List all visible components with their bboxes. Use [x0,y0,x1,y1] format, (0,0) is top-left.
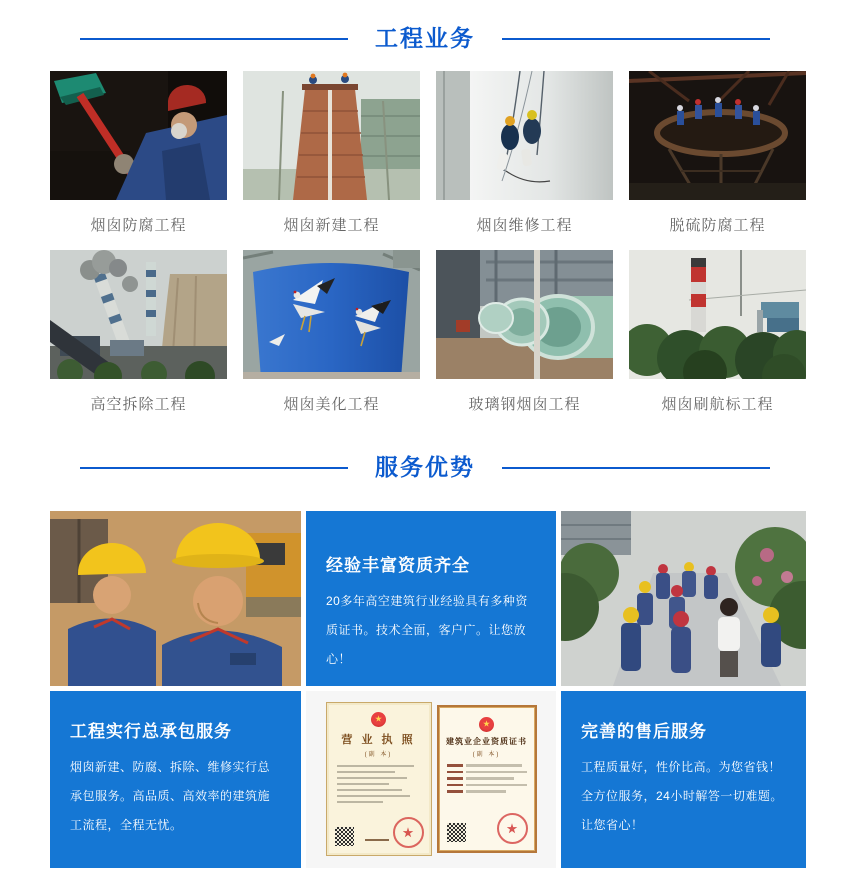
red-seal-icon [497,813,528,844]
business-item-caption: 烟囱维修工程 [476,216,573,234]
certificate-subtitle: (副 本) [364,752,393,759]
photo-chimney-anticorrosion [50,71,227,200]
business-license-certificate [326,702,432,856]
business-item-anticorrosion[interactable] [50,71,227,250]
advantages-grid [50,511,806,868]
photo-beacon-painting [629,250,806,379]
header-line-right [502,38,770,40]
business-item-new-build[interactable] [243,71,420,250]
advantage-card-experience [306,511,556,686]
business-item-caption: 烟囱新建工程 [283,216,380,234]
national-emblem-icon [371,712,386,727]
business-item-caption: 高空拆除工程 [90,395,187,413]
advantage-card-heading: 工程实行总承包服务 [70,721,232,741]
business-item-caption: 玻璃钢烟囱工程 [468,395,581,413]
certificate-field-rows [439,764,535,793]
business-grid [50,71,806,429]
registry-stamp-text [365,839,389,842]
photo-chimney-new-build [243,71,420,200]
header-line-right [502,467,770,469]
advantage-card-after-sales [561,691,806,868]
photo-frp-chimney [436,250,613,379]
photo-team-walking [561,511,806,686]
business-item-desulfurization[interactable] [629,71,806,250]
business-item-caption: 烟囱防腐工程 [90,216,187,234]
advantage-card-body: 烟囱新建、防腐、拆除、维修实行总承包服务。高品质、高效率的建筑施工流程，全程无忧。 [70,759,271,832]
advantage-card-body: 20多年高空建筑行业经验具有多种资质证书。技术全面，客户广。让您放心！ [326,593,528,666]
advantage-card-general-contract [50,691,301,868]
photo-desulfurization [629,71,806,200]
qr-code-icon [335,827,354,846]
qr-code-icon [447,823,466,842]
advantage-card-body: 工程质量好，性价比高。为您省钱！全方位服务，24小时解答一切难题。让您省心！ [581,759,783,832]
advantage-card-heading: 完善的售后服务 [581,721,707,741]
advantages-section-title: 服务优势 [375,453,475,480]
business-item-demolition[interactable] [50,250,227,429]
advantages-section-header [44,429,806,483]
advantage-card-heading: 经验丰富资质齐全 [326,555,470,575]
business-item-caption: 脱硫防腐工程 [669,216,766,234]
business-item-beautification[interactable] [243,250,420,429]
certificate-title: 营 业 执 照 [341,734,416,747]
header-line-left [80,38,348,40]
construction-qualification-certificate [437,705,537,853]
photo-chimney-beautification [243,250,420,379]
photo-workers-portrait [50,511,301,686]
business-item-caption: 烟囱刷航标工程 [661,395,774,413]
business-section-header [44,0,806,54]
photo-high-altitude-demolition [50,250,227,379]
business-item-beacon-painting[interactable] [629,250,806,429]
photo-chimney-repair [436,71,613,200]
national-emblem-icon [479,717,494,732]
business-item-repair[interactable] [436,71,613,250]
header-line-left [80,467,348,469]
certificate-subtitle: (副 本) [472,752,501,759]
certificates-panel [306,691,556,868]
business-item-caption: 烟囱美化工程 [283,395,380,413]
certificate-text-lines [337,765,421,803]
business-item-frp-chimney[interactable] [436,250,613,429]
business-section-title: 工程业务 [375,25,475,51]
red-seal-icon [393,817,424,848]
certificate-title: 建筑业企业资质证书 [446,737,527,747]
